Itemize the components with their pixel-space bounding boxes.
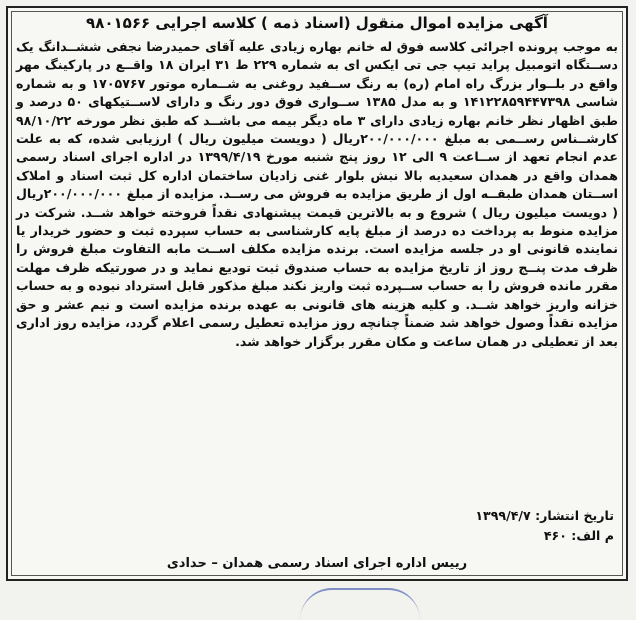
stamp-mark [300, 588, 420, 620]
publish-date: تاریخ انتشار: ۱۳۹۹/۴/۷ [475, 508, 614, 523]
notice-body [16, 38, 618, 351]
notice-title: آگهی مزایده اموال منقول (اسناد ذمه ) کلاسه اجرایی ۹۸۰۱۵۶۶ [86, 14, 548, 32]
notice-paragraph: به موجب پرونده اجرائی کلاسه فوق له خانم بهاره زیادی علیه آقای حمیدرضا نجفی ششــدانگ یک دســتگاه اتومبیل پراید تیپ جی تی ایکس ای به شماره ۲۲۹ ط ۳۱ ایران ۱۸ واقــع در پارکینگ مهر واقع در بلــوار بزرگ راه امام (ره) به رنگ ســفید روغنی به شــماره موتور ۱۷۰۵۷۶۷ و به شماره شاسی ۱۴۱۲۲۸۵۹۴۴۷۳۹۸ و به مدل ۱۳۸۵ ســواری فوق دور رنگ و دارای لاســتیکهای ۵۰ درصد و طبق اظهار نظر خانم بهاره زیادی دارای ۳ ماه دیگر بیمه می باشــد که طبق نظر مورخه ۹۸/۱۰/۲۲ کارشــناس رســمی به مبلغ ۲۰۰/۰۰۰/۰۰۰ریال ( دویست میلیون ریال ) ارزیابی شده، که به علت عدم انجام تعهد از ســاعت ۹ الی ۱۲ روز پنج شنبه مورخ ۱۳۹۹/۴/۱۹ در اداره اجرای اسناد رسمی همدان واقع در همدان سعیدیه بالا نبش بلوار غنی زادیان ساختمان اداره کل ثبت اسناد و املاک اســتان همدان طبقــه اول از طریق مزایده به فروش می رســد. مزایده از مبلغ ۲۰۰/۰۰۰/۰۰۰ریال ( دویست میلیون ریال ) شروع و به بالاترین قیمت پیشنهادی نقداً فروخته خواهد شــد. شرکت در مزایده منوط به پرداخت ده درصد از مبلغ پایه کارشناسی به حساب سپرده ثبت و حضور خریدار یا نماینده قانونی او در جلسه مزایده است. برنده مزایده مکلف اســت مابه التفاوت مبلغ فروش را ظرف مدت پنــج روز از تاریخ مزایده به حساب صندوق ثبت تودیع نماید و در صورتیکه ظرف مهلت مقرر مانده فروش را به حساب ســپرده ثبت واریز نکند مبلغ مذکور قابل استرداد نبوده و به حساب خزانه واریز خواهد شــد. و کلیه هزینه های قانونی به عهده برنده مزایده است و نیم عشر و حق مزایده نقداً وصول خواهد شد ضمناً چنانچه روز مزایده تعطیل رسمی اعلام گردد، مزایده روز اداری بعد از تعطیلی در همان ساعت و مکان مقرر برگزار خواهد شد. [16, 39, 619, 349]
notice-frame [6, 6, 628, 581]
reference-number: م الف: ۴۶۰ [543, 528, 614, 543]
signature: رییس اداره اجرای اسناد رسمی همدان – حدادی [166, 556, 468, 571]
